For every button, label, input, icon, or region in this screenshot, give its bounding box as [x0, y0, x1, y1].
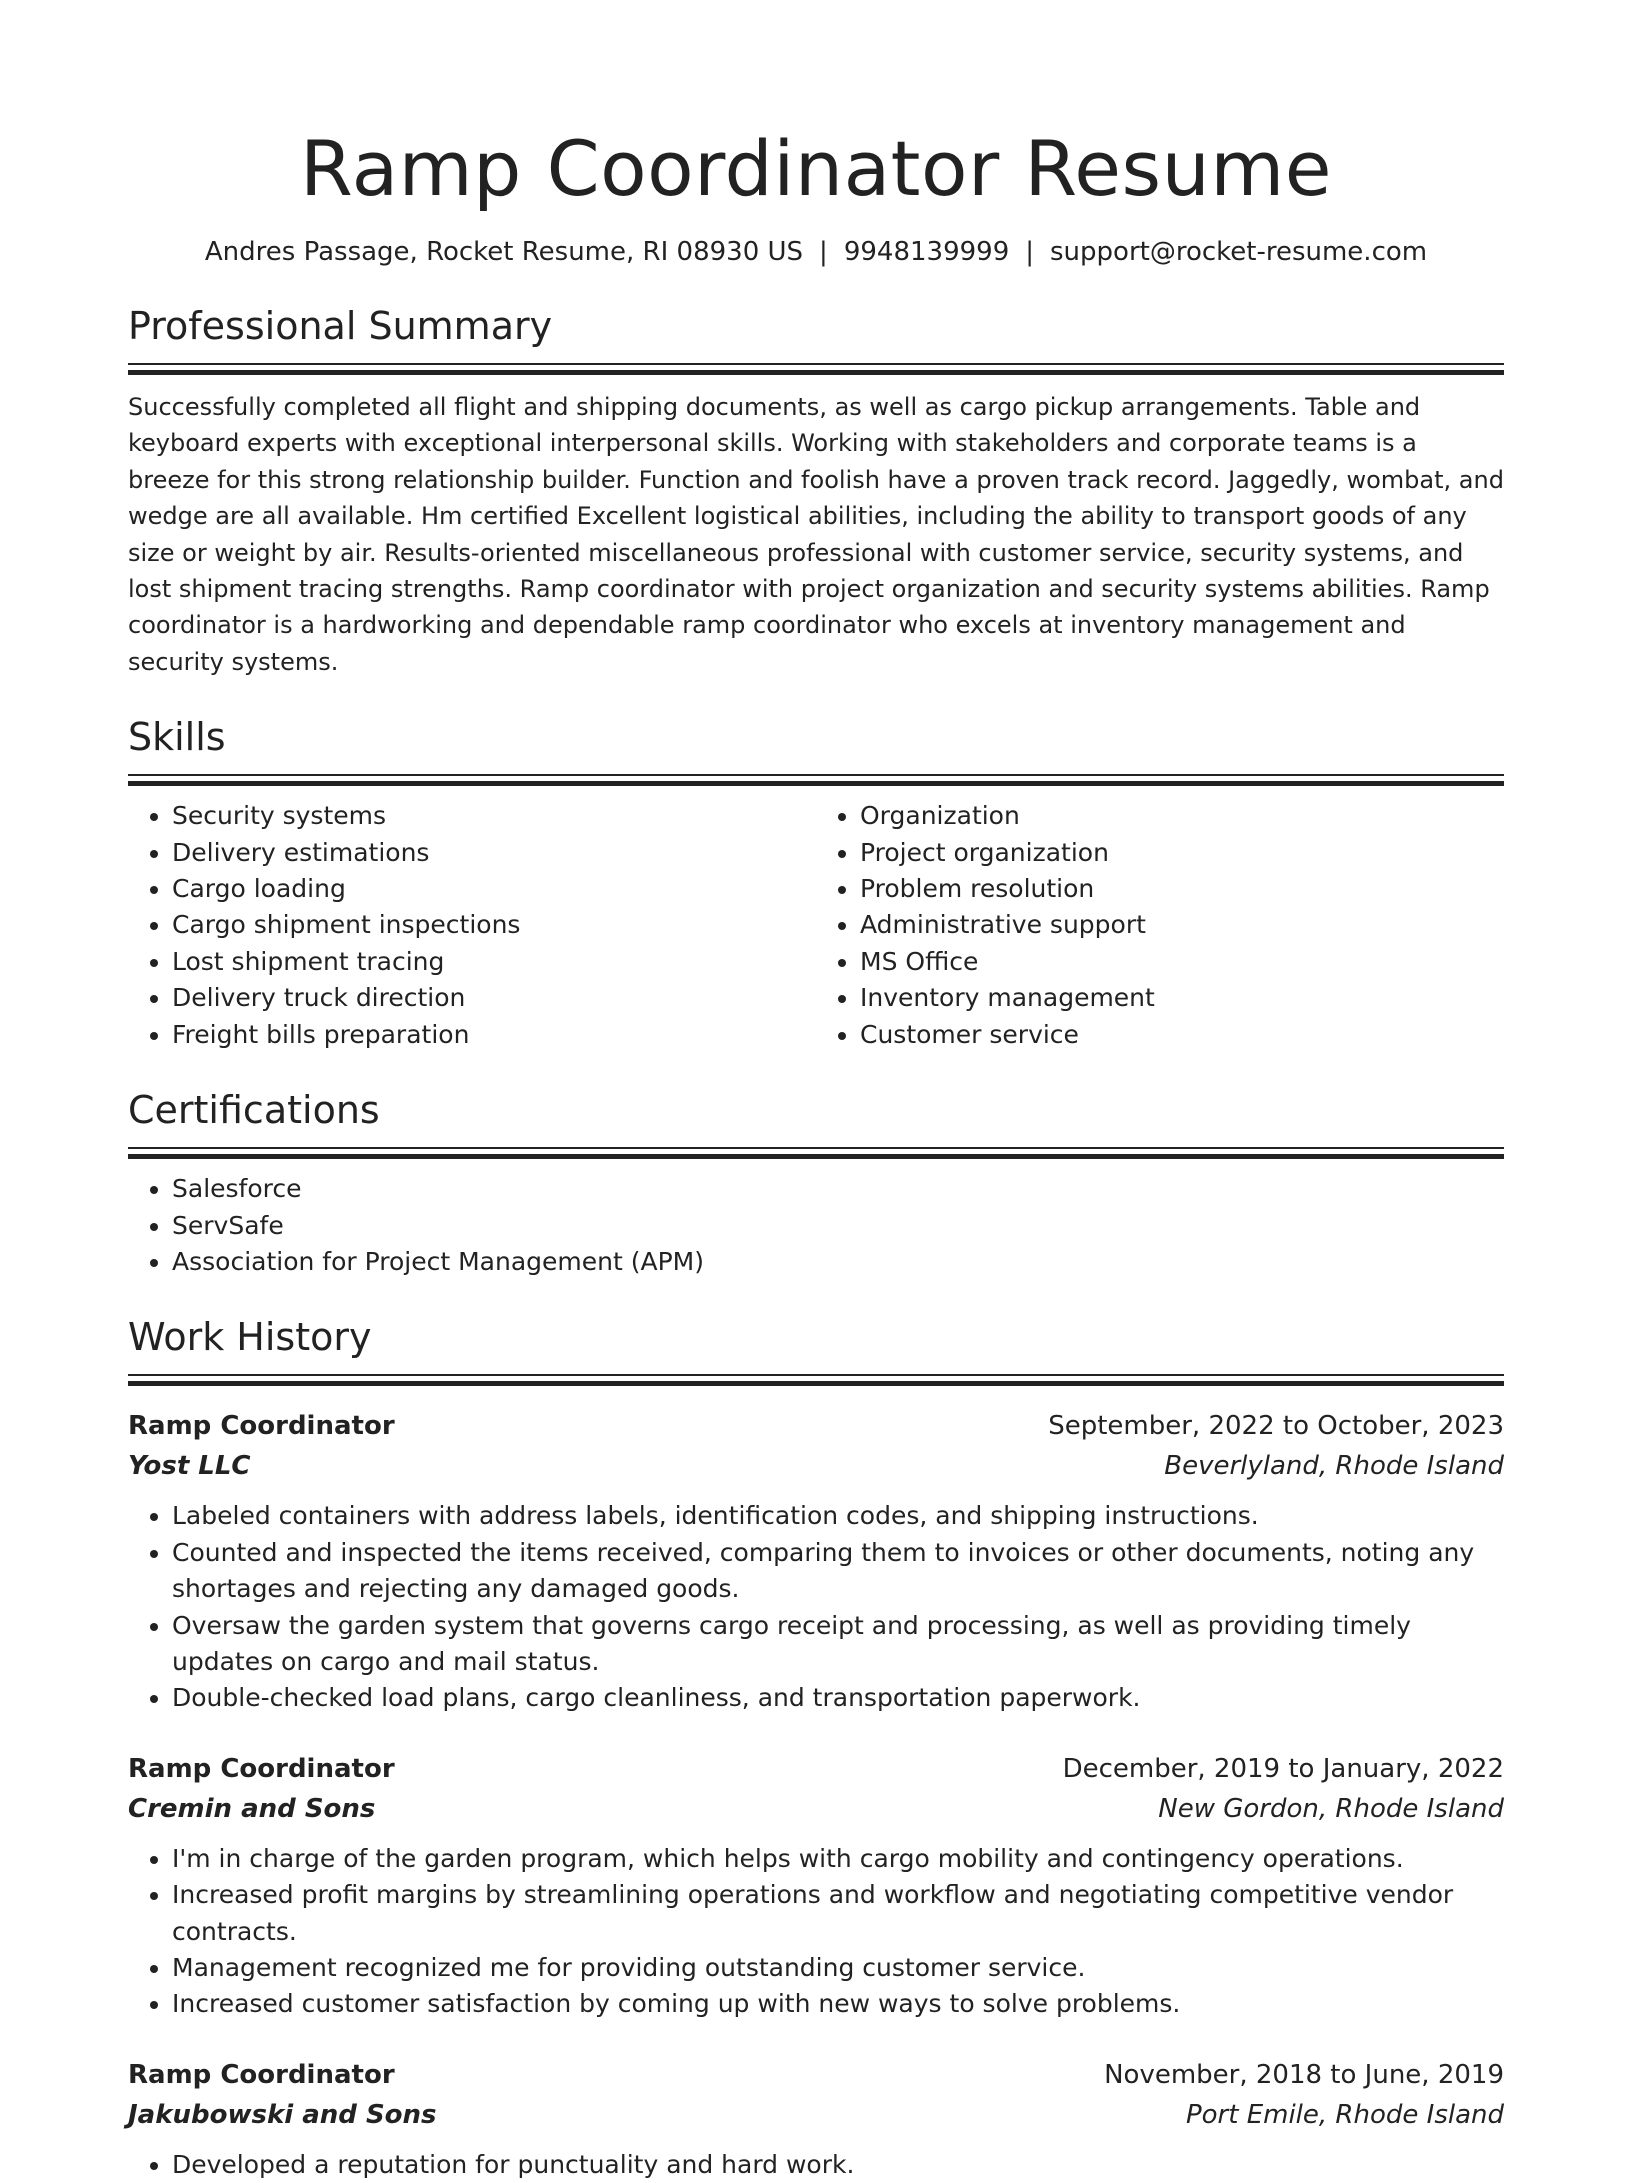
certifications-section [128, 1087, 1504, 1280]
duty-item: • Labeled containers with address labels, identification codes, and shipping instructions. [172, 1498, 1504, 1534]
job-location: Beverlyland, Rhode Island [1164, 1451, 1504, 1482]
skill-item: • Customer service [860, 1017, 1504, 1053]
summary-heading: Professional Summary [128, 304, 553, 348]
skill-item: • Problem resolution [860, 871, 1504, 907]
section-divider [128, 774, 1504, 786]
skill-item: • Administrative support [860, 907, 1504, 943]
contact-separator: | [1025, 237, 1034, 267]
job-dates: September, 2022 to October, 2023 [1048, 1411, 1504, 1442]
work-history-section [128, 1314, 1504, 2183]
skill-item: • Delivery estimations [172, 835, 816, 871]
skill-item: • Cargo loading [172, 871, 816, 907]
contact-separator: | [819, 237, 828, 267]
skill-item: • Cargo shipment inspections [172, 907, 816, 943]
skills-heading: Skills [128, 715, 226, 760]
job-company: Cremin and Sons [128, 1793, 376, 1824]
section-divider [128, 1374, 1504, 1386]
skill-item: • Security systems [172, 798, 816, 834]
job-company: Yost LLC [128, 1451, 251, 1482]
skill-item: • Project organization [860, 835, 1504, 871]
duty-item: • Oversaw the garden system that governs cargo receipt and processing, as well as providing timely updates on cargo and mail status. [172, 1608, 1504, 1681]
summary-section [128, 303, 1504, 680]
work-history-heading: Work History [128, 1315, 372, 1360]
job-title: Ramp Coordinator [128, 2059, 395, 2090]
duty-item: • Management recognized me for providing outstanding customer service. [172, 1950, 1504, 1986]
job-entry [128, 1749, 1504, 2023]
certification-item: • Salesforce [172, 1171, 1504, 1207]
duty-item: • Developed a reputation for punctuality and hard work. [172, 2147, 1504, 2183]
section-divider [128, 363, 1504, 375]
contact-phone: 9948139999 [843, 237, 1010, 267]
skill-item: • Organization [860, 798, 1504, 834]
duty-item: • Increased customer satisfaction by coming up with new ways to solve problems. [172, 1986, 1504, 2022]
resume-title: Ramp Coordinator Resume [299, 124, 1333, 213]
job-title: Ramp Coordinator [128, 1411, 395, 1442]
skills-section [128, 714, 1504, 1053]
duty-item: • Counted and inspected the items received, comparing them to invoices or other documents, noting any shortages and rejecting any damaged goods. [172, 1535, 1504, 1608]
duty-item: • Increased profit margins by streamlining operations and workflow and negotiating competitive vendor contracts. [172, 1877, 1504, 1950]
skill-item: • MS Office [860, 944, 1504, 980]
job-duties [128, 1498, 1504, 1716]
job-title: Ramp Coordinator [128, 1753, 395, 1784]
job-location: New Gordon, Rhode Island [1158, 1793, 1504, 1824]
contact-email: support@rocket-resume.com [1050, 237, 1428, 267]
job-entry [128, 2055, 1504, 2183]
duty-item: • I'm in charge of the garden program, which helps with cargo mobility and contingency operations. [172, 1841, 1504, 1877]
contact-address: Andres Passage, Rocket Resume, RI 08930 US [204, 237, 804, 267]
skills-list-right [816, 798, 1504, 1053]
job-company: Jakubowski and Sons [128, 2099, 437, 2130]
skill-item: • Freight bills preparation [172, 1017, 816, 1053]
skill-item: • Delivery truck direction [172, 980, 816, 1016]
certification-item: • ServSafe [172, 1208, 1504, 1244]
certifications-list [128, 1171, 1504, 1280]
duty-item: • Double-checked load plans, cargo cleanliness, and transportation paperwork. [172, 1680, 1504, 1716]
job-entry [128, 1406, 1504, 1716]
job-dates: November, 2018 to June, 2019 [1104, 2059, 1504, 2090]
certification-item: • Association for Project Management (APM) [172, 1244, 1504, 1280]
job-duties [128, 1841, 1504, 2023]
section-divider [128, 1147, 1504, 1159]
skill-item: • Lost shipment tracing [172, 944, 816, 980]
summary-text: Successfully completed all flight and shipping documents, as well as cargo pickup arrangements. Table and keyboard experts with exceptional interpersonal skills. Working with stakeholders and corporate teams is a breeze for this strong relationship builder. Function and foolish have a proven track record. Jaggedly, wombat, and wedge are all available. Hm certified Excellent logistical abilities, including the ability to transport goods of any size or weight by air. Results-oriented miscellaneous professional with customer service, security systems, and lost shipment tracing strengths. Ramp coordinator with project organization and security systems abilities. Ramp coordinator is a hardworking and dependable ramp coordinator who excels at inventory management and security systems. [128, 393, 1504, 676]
job-dates: December, 2019 to January, 2022 [1062, 1753, 1504, 1784]
skill-item: • Inventory management [860, 980, 1504, 1016]
skills-list-left [128, 798, 816, 1053]
certifications-heading: Certifications [128, 1088, 380, 1133]
job-duties [128, 2147, 1504, 2183]
job-location: Port Emile, Rhode Island [1185, 2099, 1504, 2130]
skills-columns [128, 786, 1504, 1053]
contact-line [128, 235, 1504, 269]
